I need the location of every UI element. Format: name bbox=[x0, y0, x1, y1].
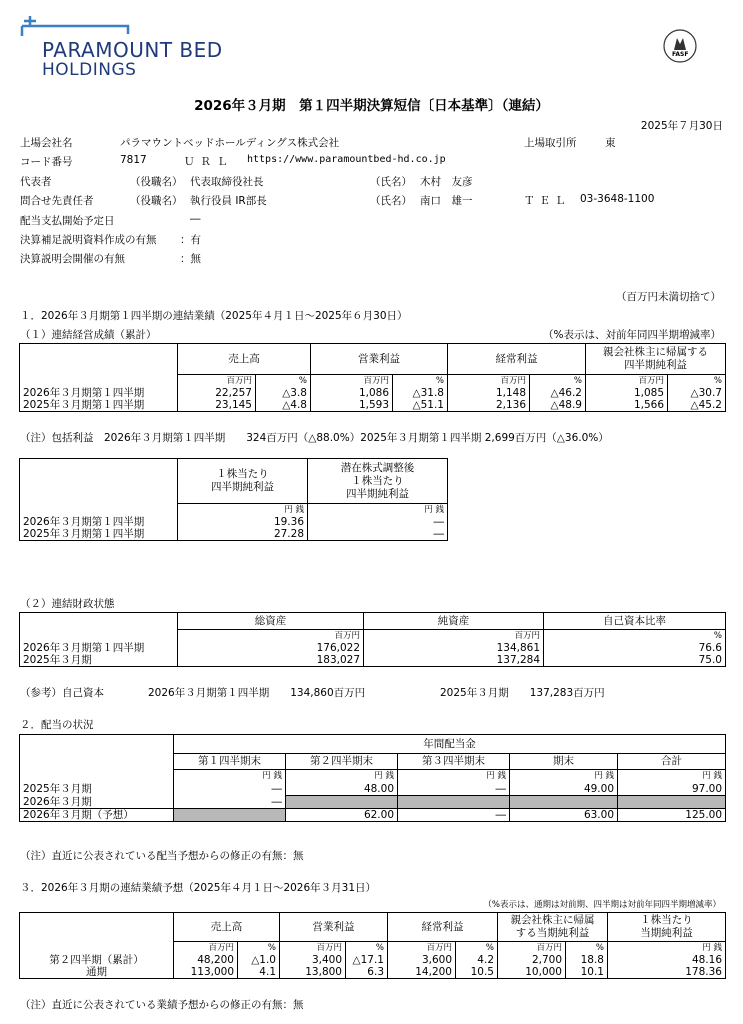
col-eps bbox=[608, 913, 726, 942]
unit-million: 百万円 bbox=[364, 629, 544, 642]
cell-value: 137,284 bbox=[364, 654, 544, 667]
cell-value: 75.0 bbox=[544, 654, 726, 667]
cell-value: △4.8 bbox=[256, 399, 311, 412]
cell-value: 1,566 bbox=[586, 399, 668, 412]
contact-title-label: （役職名） bbox=[130, 195, 183, 207]
col-net-assets: 純資産 bbox=[364, 613, 544, 630]
table-row bbox=[20, 954, 726, 966]
section3-title: ３．2026年３月期の連結業績予想（2025年４月１日～2026年３月31日） bbox=[20, 882, 377, 894]
col-total: 合計 bbox=[618, 753, 726, 769]
col-eps-line2: 四半期純利益 bbox=[211, 481, 274, 493]
cell-value: △31.8 bbox=[393, 387, 448, 399]
page-title: 2026年３月期 第１四半期決算短信〔日本基準〕（連結） bbox=[194, 98, 549, 114]
col-eps-line1: １株当たり bbox=[640, 913, 693, 926]
logo-line1: PARAMOUNT BED bbox=[42, 38, 223, 62]
financial-position-table bbox=[19, 612, 726, 667]
cell-value: 1,086 bbox=[311, 387, 393, 399]
row-label: 2025年３月期 bbox=[20, 654, 178, 667]
cell-value: 63.00 bbox=[510, 809, 618, 822]
cell-value: △1.0 bbox=[238, 954, 280, 966]
cell-value: 2,136 bbox=[448, 399, 530, 412]
row-label: 2026年３月期第１四半期 bbox=[20, 387, 178, 399]
unit-million: 百万円 bbox=[178, 375, 256, 388]
row-label: 2025年３月期第１四半期 bbox=[20, 399, 178, 412]
row-label: 第２四半期（累計） bbox=[20, 954, 174, 966]
unit-yen: 円 銭 bbox=[618, 769, 726, 783]
fasf-label: FASF bbox=[672, 51, 689, 58]
cell-value: 1,593 bbox=[311, 399, 393, 412]
row-label: 2026年３月期第１四半期 bbox=[20, 642, 178, 654]
unit-pct: % bbox=[544, 629, 726, 642]
logo-line2: HOLDINGS bbox=[42, 60, 137, 80]
cell-value: ― bbox=[398, 783, 510, 796]
unit-yen: 円 銭 bbox=[608, 941, 726, 954]
cell-value: 22,257 bbox=[178, 387, 256, 399]
unit-row bbox=[20, 941, 726, 954]
representative-label: 代表者 bbox=[20, 176, 52, 188]
row-label: 通期 bbox=[20, 966, 174, 979]
col-diluted-eps bbox=[308, 459, 448, 504]
company-name-label: 上場会社名 bbox=[20, 137, 73, 149]
col-total-assets: 総資産 bbox=[178, 613, 364, 630]
cell-value: 4.2 bbox=[456, 954, 498, 966]
equity-note-prior: 2025年３月期 137,283百万円 bbox=[440, 687, 605, 699]
col-q3-end: 第３四半期末 bbox=[398, 753, 510, 769]
table-row bbox=[20, 642, 726, 654]
comprehensive-income-note: （注）包括利益 2026年３月期第１四半期 324百万円（△88.0%）2025年３月期第１四半期 2,699百万円（△36.0%） bbox=[20, 432, 609, 444]
contact-title: 執行役員 IR部長 bbox=[190, 195, 267, 207]
cell-value: 6.3 bbox=[346, 966, 388, 979]
unit-pct: % bbox=[566, 941, 608, 954]
fasf-seal-icon bbox=[662, 28, 698, 64]
operating-results-table bbox=[19, 343, 726, 412]
row-label: 2026年３月期（予想） bbox=[20, 809, 174, 822]
forecast-table bbox=[19, 912, 726, 979]
cell-value: ― bbox=[398, 809, 510, 822]
shaded-cell bbox=[174, 809, 286, 822]
shaded-cell bbox=[286, 796, 398, 809]
table-row bbox=[20, 809, 726, 822]
code-label: コード番号 bbox=[20, 156, 73, 168]
tel-label: ＴＥＬ bbox=[524, 195, 571, 207]
table-row bbox=[20, 654, 726, 667]
cell-value: △17.1 bbox=[346, 954, 388, 966]
col-q1-end: 第１四半期末 bbox=[174, 753, 286, 769]
equity-note-current: 2026年３月期第１四半期 134,860百万円 bbox=[148, 687, 366, 699]
cell-value: 10,000 bbox=[498, 966, 566, 979]
col-diluted-line2: １株当たり bbox=[351, 474, 404, 487]
cell-value: 4.1 bbox=[238, 966, 280, 979]
rounding-note: （百万円未満切捨て） bbox=[616, 291, 721, 303]
cell-value: 97.00 bbox=[618, 783, 726, 796]
unit-million: 百万円 bbox=[586, 375, 668, 388]
col-ordinary-income: 経常利益 bbox=[388, 913, 498, 942]
col-eps bbox=[178, 459, 308, 504]
cell-value: 10.5 bbox=[456, 966, 498, 979]
eps-table bbox=[19, 458, 448, 541]
report-date: 2025年７月30日 bbox=[640, 120, 723, 132]
unit-row bbox=[20, 769, 726, 783]
cell-value: 48.16 bbox=[608, 954, 726, 966]
supplement-value: ：有 bbox=[180, 234, 201, 246]
unit-million: 百万円 bbox=[280, 941, 346, 954]
unit-yen: 円 銭 bbox=[308, 504, 448, 517]
table-row bbox=[20, 783, 726, 796]
table-row bbox=[20, 528, 448, 541]
col-eps-line1: １株当たり bbox=[216, 468, 269, 480]
col-equity-ratio: 自己資本比率 bbox=[544, 613, 726, 630]
unit-row bbox=[20, 504, 448, 517]
unit-row bbox=[20, 375, 726, 388]
code-value: 7817 bbox=[120, 154, 147, 166]
col-net-income-line1: 親会社株主に帰属する bbox=[603, 346, 708, 358]
unit-row bbox=[20, 629, 726, 642]
briefing-label: 決算説明会開催の有無 bbox=[20, 253, 125, 265]
cell-value: 1,148 bbox=[448, 387, 530, 399]
cell-value: ― bbox=[308, 516, 448, 528]
dividends-table bbox=[19, 734, 726, 822]
cell-value: △51.1 bbox=[393, 399, 448, 412]
col-net-income bbox=[498, 913, 608, 942]
cell-value: △30.7 bbox=[668, 387, 726, 399]
dividend-start-value: ― bbox=[190, 213, 201, 225]
col-net-income-line1: 親会社株主に帰属 bbox=[510, 913, 595, 926]
table-row bbox=[20, 399, 726, 412]
table-row bbox=[20, 796, 726, 809]
section1-sub1: （１）連結経営成績（累計） bbox=[20, 329, 157, 341]
col-diluted-line3: 四半期純利益 bbox=[346, 487, 409, 500]
contact-name: 南口 雄一 bbox=[420, 195, 473, 207]
cell-value: 134,861 bbox=[364, 642, 544, 654]
unit-yen: 円 銭 bbox=[286, 769, 398, 783]
table-row bbox=[20, 387, 726, 399]
col-operating-income: 営業利益 bbox=[280, 913, 388, 942]
row-label: 2026年３月期第１四半期 bbox=[20, 516, 178, 528]
cell-value: 62.00 bbox=[286, 809, 398, 822]
unit-million: 百万円 bbox=[174, 941, 238, 954]
unit-pct: % bbox=[668, 375, 726, 388]
shaded-cell bbox=[618, 796, 726, 809]
representative-title: 代表取締役社長 bbox=[190, 176, 264, 188]
col-q2-end: 第２四半期末 bbox=[286, 753, 398, 769]
contact-label: 問合せ先責任者 bbox=[20, 195, 94, 207]
company-url[interactable]: https://www.paramountbed-hd.co.jp bbox=[247, 154, 446, 165]
cell-value: △3.8 bbox=[256, 387, 311, 399]
row-label: 2026年３月期 bbox=[20, 796, 174, 809]
annual-dividend-header: 年間配当金 bbox=[174, 735, 726, 754]
table-header-row bbox=[20, 753, 726, 769]
unit-pct: % bbox=[393, 375, 448, 388]
cell-value: 2,700 bbox=[498, 954, 566, 966]
representative-name-label: （氏名） bbox=[370, 176, 412, 188]
url-label: ＵＲＬ bbox=[184, 156, 234, 168]
cell-value: 3,400 bbox=[280, 954, 346, 966]
unit-million: 百万円 bbox=[178, 629, 364, 642]
cell-value: 19.36 bbox=[178, 516, 308, 528]
cell-value: 48.00 bbox=[286, 783, 398, 796]
tel-value: 03-3648-1100 bbox=[580, 193, 655, 205]
representative-name: 木村 友彦 bbox=[420, 176, 473, 188]
cell-value: 76.6 bbox=[544, 642, 726, 654]
company-name: パラマウントベッドホールディングス株式会社 bbox=[120, 137, 340, 149]
col-sales: 売上高 bbox=[178, 344, 311, 375]
unit-yen: 円 銭 bbox=[174, 769, 286, 783]
representative-title-label: （役職名） bbox=[130, 176, 183, 188]
col-net-income-line2: 四半期純利益 bbox=[624, 359, 687, 371]
cell-value: △48.9 bbox=[530, 399, 586, 412]
table-header-row bbox=[20, 913, 726, 942]
section1-title: １．2026年３月期第１四半期の連結業績（2025年４月１日～2025年６月30日） bbox=[20, 310, 408, 322]
cell-value: 48,200 bbox=[174, 954, 238, 966]
equity-note-label: （参考）自己資本 bbox=[20, 687, 104, 699]
cell-value: 23,145 bbox=[178, 399, 256, 412]
supplement-label: 決算補足説明資料作成の有無 bbox=[20, 234, 157, 246]
unit-million: 百万円 bbox=[498, 941, 566, 954]
table-row bbox=[20, 966, 726, 979]
cell-value: 49.00 bbox=[510, 783, 618, 796]
col-year-end: 期末 bbox=[510, 753, 618, 769]
cell-value: 14,200 bbox=[388, 966, 456, 979]
unit-pct: % bbox=[346, 941, 388, 954]
unit-pct: % bbox=[530, 375, 586, 388]
cell-value: 13,800 bbox=[280, 966, 346, 979]
cell-value: ― bbox=[308, 528, 448, 541]
unit-million: 百万円 bbox=[311, 375, 393, 388]
cell-value: ― bbox=[174, 796, 286, 809]
table-header-row bbox=[20, 344, 726, 375]
unit-yen: 円 銭 bbox=[178, 504, 308, 517]
contact-name-label: （氏名） bbox=[370, 195, 412, 207]
unit-million: 百万円 bbox=[388, 941, 456, 954]
unit-yen: 円 銭 bbox=[398, 769, 510, 783]
table-row bbox=[20, 516, 448, 528]
col-net-income-line2: する当期純利益 bbox=[515, 926, 590, 939]
col-ordinary-income: 経常利益 bbox=[448, 344, 586, 375]
unit-pct: % bbox=[256, 375, 311, 388]
unit-pct: % bbox=[238, 941, 280, 954]
forecast-revision-note: （注）直近に公表されている業績予想からの修正の有無：無 bbox=[20, 999, 304, 1011]
cell-value: △45.2 bbox=[668, 399, 726, 412]
exchange-value: 東 bbox=[605, 137, 616, 149]
row-label: 2025年３月期第１四半期 bbox=[20, 528, 178, 541]
cell-value: 183,027 bbox=[178, 654, 364, 667]
cell-value: 1,085 bbox=[586, 387, 668, 399]
cell-value: 125.00 bbox=[618, 809, 726, 822]
unit-pct: % bbox=[456, 941, 498, 954]
col-eps-line2: 当期純利益 bbox=[640, 926, 693, 939]
shaded-cell bbox=[510, 796, 618, 809]
group-header-row bbox=[20, 735, 726, 754]
col-diluted-line1: 潜在株式調整後 bbox=[340, 461, 415, 474]
cell-value: 113,000 bbox=[174, 966, 238, 979]
cell-value: 18.8 bbox=[566, 954, 608, 966]
fasf-seal bbox=[662, 28, 698, 64]
section1-sub1-note: （%表示は、対前年同四半期増減率） bbox=[543, 329, 721, 341]
col-sales: 売上高 bbox=[174, 913, 280, 942]
section1-sub2: （２）連結財政状態 bbox=[20, 598, 115, 610]
cell-value: ― bbox=[174, 783, 286, 796]
shaded-cell bbox=[398, 796, 510, 809]
col-operating-income: 営業利益 bbox=[311, 344, 448, 375]
unit-yen: 円 銭 bbox=[510, 769, 618, 783]
cell-value: 178.36 bbox=[608, 966, 726, 979]
table-header-row bbox=[20, 613, 726, 630]
col-net-income bbox=[586, 344, 726, 375]
section2-title: ２．配当の状況 bbox=[20, 719, 94, 731]
section3-note-top: （%表示は、通期は対前期、四半期は対前年同四半期増減率） bbox=[483, 900, 721, 910]
briefing-value: ：無 bbox=[180, 253, 201, 265]
cell-value: 10.1 bbox=[566, 966, 608, 979]
cell-value: 27.28 bbox=[178, 528, 308, 541]
table-header-row bbox=[20, 459, 448, 504]
unit-million: 百万円 bbox=[448, 375, 530, 388]
exchange-label: 上場取引所 bbox=[524, 137, 577, 149]
cell-value: △46.2 bbox=[530, 387, 586, 399]
cell-value: 3,600 bbox=[388, 954, 456, 966]
cell-value: 176,022 bbox=[178, 642, 364, 654]
dividend-revision-note: （注）直近に公表されている配当予想からの修正の有無：無 bbox=[20, 850, 304, 862]
row-label: 2025年３月期 bbox=[20, 783, 174, 796]
dividend-start-label: 配当支払開始予定日 bbox=[20, 215, 115, 227]
